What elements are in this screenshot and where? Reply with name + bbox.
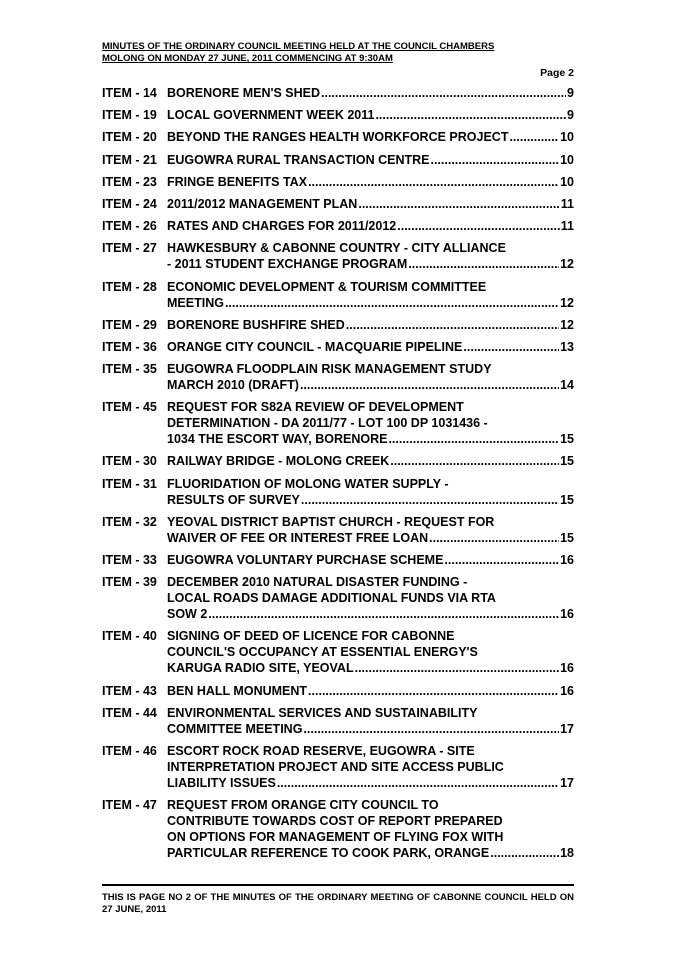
toc-item-title: CONTRIBUTE TOWARDS COST OF REPORT PREPARED (167, 814, 503, 829)
toc-entry (102, 196, 574, 212)
toc-dot-leader (375, 107, 566, 123)
table-of-contents (102, 85, 574, 861)
toc-item-number: ITEM - 43 (102, 683, 157, 698)
toc-item-title: INTERPRETATION PROJECT AND SITE ACCESS PUBLIC (167, 759, 504, 774)
toc-dot-leader (408, 256, 559, 272)
toc-dot-leader (277, 775, 559, 791)
toc-item-title: DETERMINATION - DA 2011/77 - LOT 100 DP 1031436 - (167, 416, 488, 431)
toc-entry (102, 279, 574, 311)
toc-page-number: 11 (560, 196, 574, 211)
toc-item-title: RATES AND CHARGES FOR 2011/2012 (167, 219, 397, 234)
toc-entry (102, 514, 574, 546)
header-line-1: MINUTES OF THE ORDINARY COUNCIL MEETING HELD AT THE COUNCIL CHAMBERS (102, 41, 495, 52)
toc-page-number: 12 (560, 317, 574, 332)
toc-page-number: 14 (560, 378, 574, 393)
toc-item-title: BORENORE BUSHFIRE SHED (167, 317, 345, 332)
toc-entry (102, 240, 574, 272)
toc-page-number: 11 (560, 219, 574, 234)
toc-item-number: ITEM - 30 (102, 454, 157, 469)
toc-item-title: SIGNING OF DEED OF LICENCE FOR CABONNE (167, 629, 455, 644)
toc-item-number: ITEM - 32 (102, 514, 157, 529)
toc-item-number: ITEM - 26 (102, 219, 157, 234)
toc-item-title: LIABILITY ISSUES (167, 775, 276, 790)
toc-entry (102, 129, 574, 145)
toc-dot-leader (301, 492, 559, 508)
toc-item-title: 2011/2012 MANAGEMENT PLAN (167, 196, 358, 211)
toc-page-number: 12 (560, 295, 574, 310)
toc-dot-leader (463, 339, 559, 355)
toc-item-number: ITEM - 28 (102, 279, 157, 294)
toc-entry (102, 705, 574, 737)
toc-item-number: ITEM - 44 (102, 705, 157, 720)
toc-entry (102, 152, 574, 168)
toc-entry (102, 399, 574, 447)
toc-item-title: 1034 THE ESCORT WAY, BORENORE (167, 432, 388, 447)
toc-entry (102, 361, 574, 393)
toc-item-title: KARUGA RADIO SITE, YEOVAL (167, 661, 354, 676)
toc-dot-leader (355, 660, 560, 676)
toc-item-number: ITEM - 19 (102, 108, 157, 123)
toc-item-number: ITEM - 27 (102, 241, 157, 256)
toc-item-title: ECONOMIC DEVELOPMENT & TOURISM COMMITTEE (167, 279, 487, 294)
toc-page-number: 17 (560, 775, 574, 790)
toc-page-number: 15 (560, 454, 574, 469)
toc-page-number: 16 (560, 607, 574, 622)
toc-item-number: ITEM - 33 (102, 553, 157, 567)
toc-item-number: ITEM - 24 (102, 196, 157, 211)
toc-item-title: FRINGE BENEFITS TAX (167, 174, 308, 189)
footer-text: THIS IS PAGE NO 2 OF THE MINUTES OF THE ORDINARY MEETING OF CABONNE COUNCIL HELD ON 27 JUNE, 2011 (102, 892, 574, 915)
toc-item-title: EUGOWRA VOLUNTARY PURCHASE SCHEME (167, 553, 444, 567)
toc-item-number: ITEM - 23 (102, 174, 157, 189)
toc-item-title: YEOVAL DISTRICT BAPTIST CHURCH - REQUEST FOR (167, 514, 495, 529)
toc-item-title: SOW 2 (167, 607, 208, 622)
toc-page-number: 15 (560, 492, 574, 507)
toc-item-title: REQUEST FOR S82A REVIEW OF DEVELOPMENT (167, 400, 464, 415)
header-line-2: MOLONG ON MONDAY 27 JUNE, 2011 COMMENCING AT 9:30AM (102, 53, 393, 64)
toc-item-title: REQUEST FROM ORANGE CITY COUNCIL TO (167, 798, 439, 813)
toc-page-number: 12 (560, 257, 574, 272)
toc-page-number: 10 (560, 130, 574, 145)
toc-item-title: MARCH 2010 (DRAFT) (167, 378, 299, 393)
toc-item-number: ITEM - 39 (102, 575, 157, 590)
toc-item-title: DECEMBER 2010 NATURAL DISASTER FUNDING - (167, 575, 468, 590)
toc-item-number: ITEM - 40 (102, 629, 157, 644)
toc-item-title: COMMITTEE MEETING (167, 721, 303, 736)
toc-item-number: ITEM - 20 (102, 130, 157, 145)
toc-item-title: HAWKESBURY & CABONNE COUNTRY - CITY ALLIANCE (167, 241, 506, 256)
toc-item-number: ITEM - 46 (102, 743, 157, 758)
toc-entry (102, 339, 574, 355)
toc-item-number: ITEM - 35 (102, 362, 157, 377)
toc-entry (102, 174, 574, 190)
toc-item-title: RESULTS OF SURVEY (167, 492, 300, 507)
toc-dot-leader (431, 152, 560, 168)
page-footer (102, 884, 574, 916)
toc-dot-leader (225, 295, 559, 311)
toc-entry (102, 797, 574, 861)
toc-entry (102, 574, 574, 622)
toc-dot-leader (397, 218, 560, 234)
toc-page-number: 10 (560, 174, 574, 189)
toc-dot-leader (388, 431, 559, 447)
toc-page-number: 15 (560, 432, 574, 447)
toc-dot-leader (490, 845, 559, 861)
toc-dot-leader (303, 721, 559, 737)
toc-entry (102, 476, 574, 508)
toc-page-number: 9 (567, 108, 574, 123)
toc-item-title: COUNCIL'S OCCUPANCY AT ESSENTIAL ENERGY'S (167, 645, 478, 660)
toc-entry (102, 107, 574, 123)
toc-entry (102, 743, 574, 791)
toc-dot-leader (346, 317, 559, 333)
toc-entry (102, 453, 574, 469)
toc-dot-leader (321, 85, 566, 101)
toc-page-number: 16 (560, 661, 574, 676)
toc-dot-leader (358, 196, 559, 212)
toc-page-number: 16 (560, 553, 574, 567)
toc-item-title: LOCAL GOVERNMENT WEEK 2011 (167, 108, 375, 123)
toc-item-title: BORENORE MEN'S SHED (167, 86, 320, 100)
toc-item-title: FLUORIDATION OF MOLONG WATER SUPPLY - (167, 476, 449, 491)
toc-item-title: ORANGE CITY COUNCIL - MACQUARIE PIPELINE (167, 339, 463, 354)
toc-item-title: ENVIRONMENTAL SERVICES AND SUSTAINABILITY (167, 705, 478, 720)
toc-item-title: ON OPTIONS FOR MANAGEMENT OF FLYING FOX WITH (167, 830, 504, 845)
toc-entry (102, 552, 574, 568)
toc-item-title: WAIVER OF FEE OR INTEREST FREE LOAN (167, 530, 429, 545)
toc-entry (102, 218, 574, 234)
toc-item-title: BEN HALL MONUMENT (167, 683, 308, 698)
toc-item-title: RAILWAY BRIDGE - MOLONG CREEK (167, 454, 390, 469)
toc-item-number: ITEM - 21 (102, 152, 157, 167)
toc-item-number: ITEM - 29 (102, 317, 157, 332)
toc-entry (102, 628, 574, 676)
page-header (102, 41, 574, 65)
toc-item-number: ITEM - 14 (102, 86, 157, 100)
toc-item-title: PARTICULAR REFERENCE TO COOK PARK, ORANGE (167, 846, 490, 861)
toc-entry (102, 317, 574, 333)
toc-item-title: ESCORT ROCK ROAD RESERVE, EUGOWRA - SITE (167, 743, 475, 758)
toc-page-number: 15 (560, 530, 574, 545)
page-number: Page 2 (540, 67, 574, 79)
toc-dot-leader (300, 377, 559, 393)
toc-dot-leader (308, 683, 559, 699)
toc-item-title: BEYOND THE RANGES HEALTH WORKFORCE PROJECT (167, 130, 509, 145)
toc-dot-leader (308, 174, 559, 190)
toc-item-title: - 2011 STUDENT EXCHANGE PROGRAM (167, 257, 408, 272)
toc-dot-leader (444, 552, 559, 568)
toc-dot-leader (208, 606, 559, 622)
toc-page-number: 17 (560, 721, 574, 736)
toc-entry (102, 85, 574, 101)
toc-item-title: MEETING (167, 295, 224, 310)
toc-dot-leader (390, 453, 559, 469)
toc-page-number: 13 (560, 339, 574, 354)
toc-page-number: 18 (560, 846, 574, 861)
toc-page-number: 16 (560, 683, 574, 698)
toc-item-number: ITEM - 31 (102, 476, 157, 491)
toc-item-title: EUGOWRA RURAL TRANSACTION CENTRE (167, 152, 430, 167)
toc-dot-leader (429, 530, 559, 546)
toc-page-number: 9 (567, 86, 574, 100)
toc-entry (102, 683, 574, 699)
toc-item-title: EUGOWRA FLOODPLAIN RISK MANAGEMENT STUDY (167, 362, 492, 377)
toc-page-number: 10 (560, 152, 574, 167)
toc-item-number: ITEM - 36 (102, 339, 157, 354)
toc-item-title: LOCAL ROADS DAMAGE ADDITIONAL FUNDS VIA RTA (167, 591, 496, 606)
toc-item-number: ITEM - 45 (102, 400, 157, 415)
toc-item-number: ITEM - 47 (102, 798, 157, 813)
toc-dot-leader (509, 129, 559, 145)
